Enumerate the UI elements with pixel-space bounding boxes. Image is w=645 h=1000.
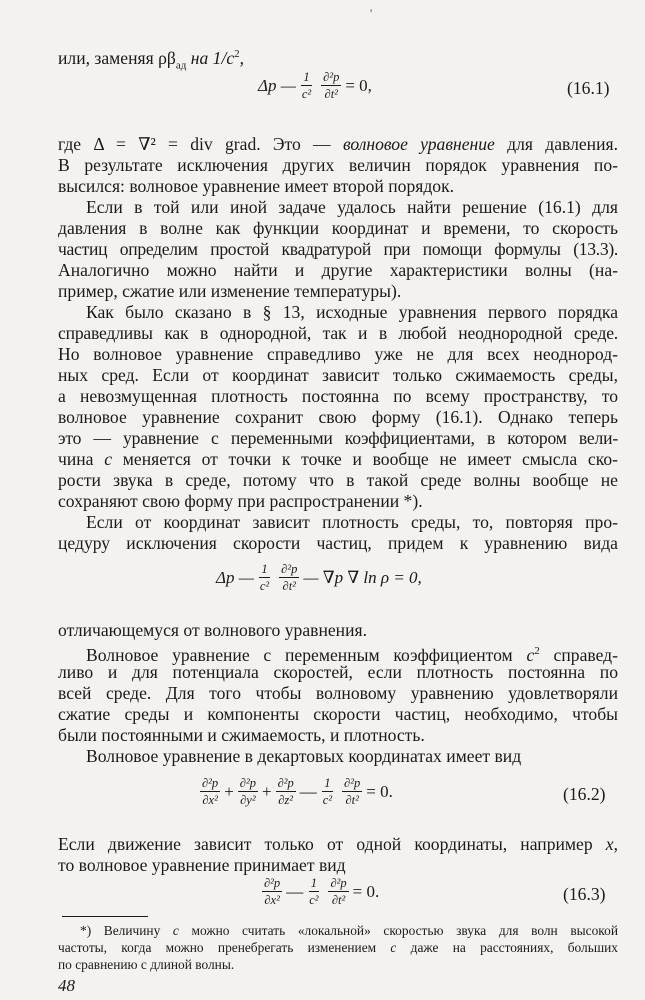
footnote-line-1: *) Величину c можно считать «локальной» скоростью звука для волн высокой xyxy=(80,923,618,938)
text-line-19: сохраняют свою форму при распространении *). xyxy=(58,491,423,511)
fraction: $\frac{\text{∂²p}}{\text{∂x²}}$ xyxy=(264,876,281,907)
text-line-7: частиц определим простой квадратурой при помощи формулы (13.3). xyxy=(58,239,618,259)
fraction: $\frac{1}{\text{c²}}$ xyxy=(322,776,333,807)
text-line-12: Но волновое уравнение справедливо уже не для всех неоднород- xyxy=(58,344,618,364)
equation-number-16-1: (16.1) xyxy=(567,78,610,98)
page-number: 48 xyxy=(58,976,75,995)
fraction: $\frac{\text{∂²p}}{\text{∂t²}}$ xyxy=(323,70,340,101)
text-line-5: Если в той или иной задаче удалось найти решение (16.1) для xyxy=(86,197,618,217)
text-line-15: волновое уравнение сохранит свою форму (16.1). Однако теперь xyxy=(58,407,618,427)
equation-number-16-3: (16.3) xyxy=(563,884,606,904)
text-line-21: цедуру исключения скорости частиц, придем к уравнению вида xyxy=(58,533,618,553)
equation-number-16-2: (16.2) xyxy=(563,784,606,804)
text-line-20: Если от координат зависит плотность среды, то, повторяя про- xyxy=(86,512,618,532)
footnote-rule xyxy=(62,916,148,917)
fraction: $\frac{1}{\text{c²}}$ xyxy=(259,562,270,593)
text-line-29: Если движение зависит только от одной координаты, например x, xyxy=(58,834,618,854)
text-line-26: сжатие среды и компоненты скорости частиц, необходимо, чтобы xyxy=(58,704,618,724)
text-line-11: справедливы как в однородной, так и в любой неоднородной среде. xyxy=(58,323,618,343)
fraction: $\frac{\text{∂²p}}{\text{∂t²}}$ xyxy=(344,776,361,807)
stray-mark: ' xyxy=(370,6,373,20)
fraction: $\frac{1}{\text{c²}}$ xyxy=(309,876,319,907)
text-line-16: это — уравнение с переменными коэффициентами, в котором вели- xyxy=(58,428,618,448)
fraction: $\frac{1}{\text{c²}}$ xyxy=(301,70,312,101)
equation-16-2: $\frac{\text{∂²p}}{\text{∂x²}}$ + $\frac{\text{∂²p}}{\text{∂y²}}$ + $\frac{\text{∂²p}}{\text{∂z²}}$ — $\frac{1}{\text{c²}}$ $\frac{\text{∂²p}}{\text{∂t²}}$ = 0. xyxy=(202,776,393,807)
text-line-18: рости звука в среде, потому что в такой среде волны вообще не xyxy=(58,470,618,490)
text-line-23: Волновое уравнение с переменным коэффициентом $c^2$ справед- xyxy=(86,644,618,665)
equation-16-3: $\frac{\text{∂²p}}{\text{∂x²}}$ — $\frac{1}{\text{c²}}$ $\frac{\text{∂²p}}{\text{∂t²}}$ = 0. xyxy=(264,876,380,907)
text-line-22: отличающемуся от волнового уравнения. xyxy=(58,620,368,640)
text-line-13: ных сред. Если от координат зависит только сжимаемость среды, xyxy=(58,365,618,385)
text-line-28: Волновое уравнение в декартовых координатах имеет вид xyxy=(86,746,522,766)
text-line-27: были постоянными и сжимаемость, и плотность. xyxy=(58,725,425,745)
fraction: $\frac{\text{∂²p}}{\text{∂t²}}$ xyxy=(281,562,298,593)
text-line-30: то волновое уравнение принимает вид xyxy=(58,855,346,875)
text-line-4: высился: волновое уравнение имеет второй порядок. xyxy=(58,176,455,196)
text-line-24: ливо и для потенциала скоростей, если плотность постоянна по xyxy=(58,662,618,682)
fraction: $\frac{\text{∂²p}}{\text{∂t²}}$ xyxy=(330,876,347,907)
equation-16-1: Δp — $\frac{1}{\text{c²}}$ $\frac{\text{∂²p}}{\text{∂t²}}$ = 0, xyxy=(258,70,372,101)
fraction: $\frac{\text{∂²p}}{\text{∂y²}}$ xyxy=(239,776,256,807)
text-line-9: пример, сжатие или изменение температуры). xyxy=(58,281,402,301)
fraction: $\frac{\text{∂²p}}{\text{∂z²}}$ xyxy=(277,776,294,807)
equation-density: Δp — $\frac{1}{\text{c²}}$ $\frac{\text{∂²p}}{\text{∂t²}}$ — ∇p ∇ ln ρ = 0, xyxy=(216,562,422,593)
text-line-6: давления в волне как функции координат и времени, то скорость xyxy=(58,218,618,238)
text-line-17: чина c меняется от точки к точке и вообще не имеет смысла ско- xyxy=(58,449,618,469)
text-line-2: где Δ = ∇² = div grad. Это — волновое уравнение для давления. xyxy=(58,134,618,154)
text-line-1: или, заменяя $\rho\beta_{ад}$ на $1/c^2$, xyxy=(58,47,245,72)
footnote-line-2: частоты, когда можно пренебрегать изменением c даже на расстояниях, больших xyxy=(58,940,618,955)
text-line-3: В результате исключения других величин порядок уравнения по- xyxy=(58,155,618,175)
text-line-14: а невозмущенная плотность постоянна по всему пространству, то xyxy=(58,386,618,406)
text-line-10: Как было сказано в § 13, исходные уравнения первого порядка xyxy=(86,302,618,322)
fraction: $\frac{\text{∂²p}}{\text{∂x²}}$ xyxy=(202,776,219,807)
text-line-8: Аналогично можно найти и другие характеристики волны (на- xyxy=(58,260,618,280)
text-line-25: всей среде. Для того чтобы волновому уравнению удовлетворяли xyxy=(58,683,618,703)
footnote-line-3: по сравнению с длиной волны. xyxy=(58,957,235,972)
